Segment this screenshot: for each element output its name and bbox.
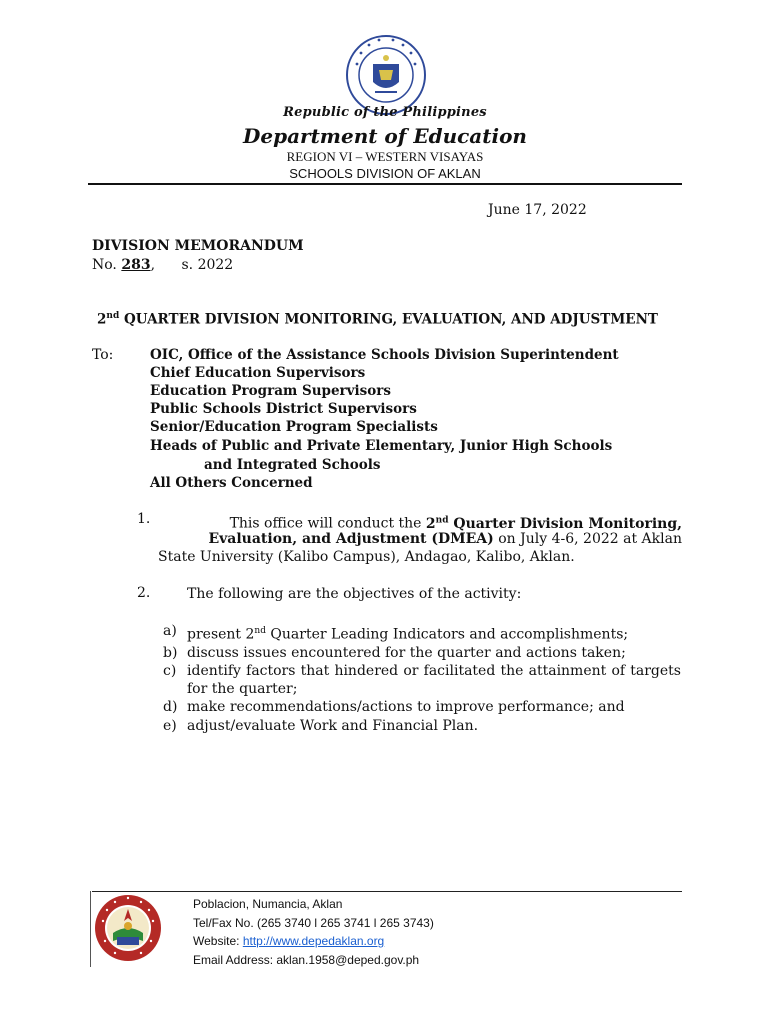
list-item-text	[187, 622, 681, 644]
memo-series: s. 2022	[181, 257, 234, 273]
recipient-item: Education Program Supervisors	[150, 383, 391, 399]
footer-divider	[92, 891, 682, 892]
p1-ordinal-suffix: nd	[435, 515, 449, 525]
paragraph-1-line-2	[158, 530, 682, 548]
memo-number	[92, 257, 233, 273]
recipient-item: OIC, Office of the Assistance Schools Division Superintendent	[150, 347, 619, 363]
memo-date: June 17, 2022	[488, 202, 587, 218]
list-item	[163, 717, 681, 735]
division-line: SCHOOLS DIVISION OF AKLAN	[289, 166, 481, 181]
list-item-text: identify factors that hindered or facilitated the attainment of targets for the quarter;	[187, 663, 681, 698]
deped-seal-icon	[345, 34, 427, 116]
recipient-item: All Others Concerned	[150, 475, 313, 491]
p1-text: on July 4-6, 2022 at Aklan	[493, 531, 682, 547]
paragraph-2-text: The following are the objectives of the activity:	[187, 586, 522, 602]
recipient-item: Heads of Public and Private Elementary, Junior High Schools	[150, 438, 613, 454]
footer-email: Email Address: aklan.1958@deped.gov.ph	[193, 952, 420, 967]
region-line: REGION VI – WESTERN VISAYAS	[286, 149, 484, 164]
list-marker: b)	[163, 644, 178, 661]
footer-contact	[193, 895, 434, 969]
list-item	[163, 644, 681, 662]
to-label: To:	[92, 347, 114, 363]
memo-number-label: No.	[92, 257, 117, 273]
list-item-text: discuss issues encountered for the quarter and actions taken;	[187, 644, 626, 661]
recipient-item: and Integrated Schools	[204, 457, 381, 473]
paragraph-1-line-3: State University (Kalibo Campus), Andagao, Kalibo, Aklan.	[158, 549, 575, 565]
header-divider	[88, 183, 682, 185]
subject-ordinal-suffix: nd	[106, 311, 120, 321]
website-label: Website:	[193, 934, 243, 948]
subject-text: QUARTER DIVISION MONITORING, EVALUATION, AND ADJUSTMENT	[119, 311, 658, 328]
recipient-item: Senior/Education Program Specialists	[150, 419, 438, 435]
paragraph-number: 2.	[137, 585, 151, 601]
list-item-text: make recommendations/actions to improve performance; and	[187, 699, 625, 716]
list-item	[163, 698, 681, 716]
list-marker: e)	[163, 717, 177, 734]
list-item	[163, 622, 681, 644]
footer-address: Poblacion, Numancia, Aklan	[193, 897, 343, 911]
objectives-list	[163, 622, 681, 735]
list-item	[163, 662, 681, 698]
footer-website	[193, 932, 434, 951]
p1-ordinal: 2	[425, 515, 436, 532]
republic-line: Republic of the Philippines	[283, 105, 487, 120]
recipient-item: Chief Education Supervisors	[150, 365, 366, 381]
p1-bold-text: Quarter Division Monitoring,	[448, 515, 682, 532]
division-of-aklan-logo-icon	[93, 893, 163, 963]
list-marker: d)	[163, 699, 178, 716]
objective-text: present 2	[187, 626, 255, 643]
memo-number-suffix: ,	[150, 257, 156, 273]
memo-subject	[97, 311, 658, 328]
memo-title: DIVISION MEMORANDUM	[92, 238, 304, 254]
subject-ordinal: 2	[97, 311, 107, 328]
memo-number-value: 283	[121, 257, 151, 273]
footer-vertical-rule	[90, 891, 91, 967]
recipient-item: Public Schools District Supervisors	[150, 401, 417, 417]
list-marker: c)	[163, 663, 177, 680]
footer-telfax: Tel/Fax No. (265 3740 l 265 3741 l 265 3743)	[193, 915, 434, 930]
department-name: Department of Education	[243, 124, 527, 148]
website-link[interactable]: http://www.depedaklan.org	[242, 934, 385, 948]
list-marker: a)	[163, 623, 177, 639]
p1-event-name: Evaluation, and Adjustment (DMEA)	[208, 531, 494, 547]
paragraph-number: 1.	[137, 511, 151, 527]
objective-sup: nd	[254, 626, 266, 636]
objective-text: Quarter Leading Indicators and accomplishments;	[265, 626, 629, 643]
p1-text: This office will conduct the	[229, 515, 426, 532]
list-item-text: adjust/evaluate Work and Financial Plan.	[187, 717, 479, 734]
